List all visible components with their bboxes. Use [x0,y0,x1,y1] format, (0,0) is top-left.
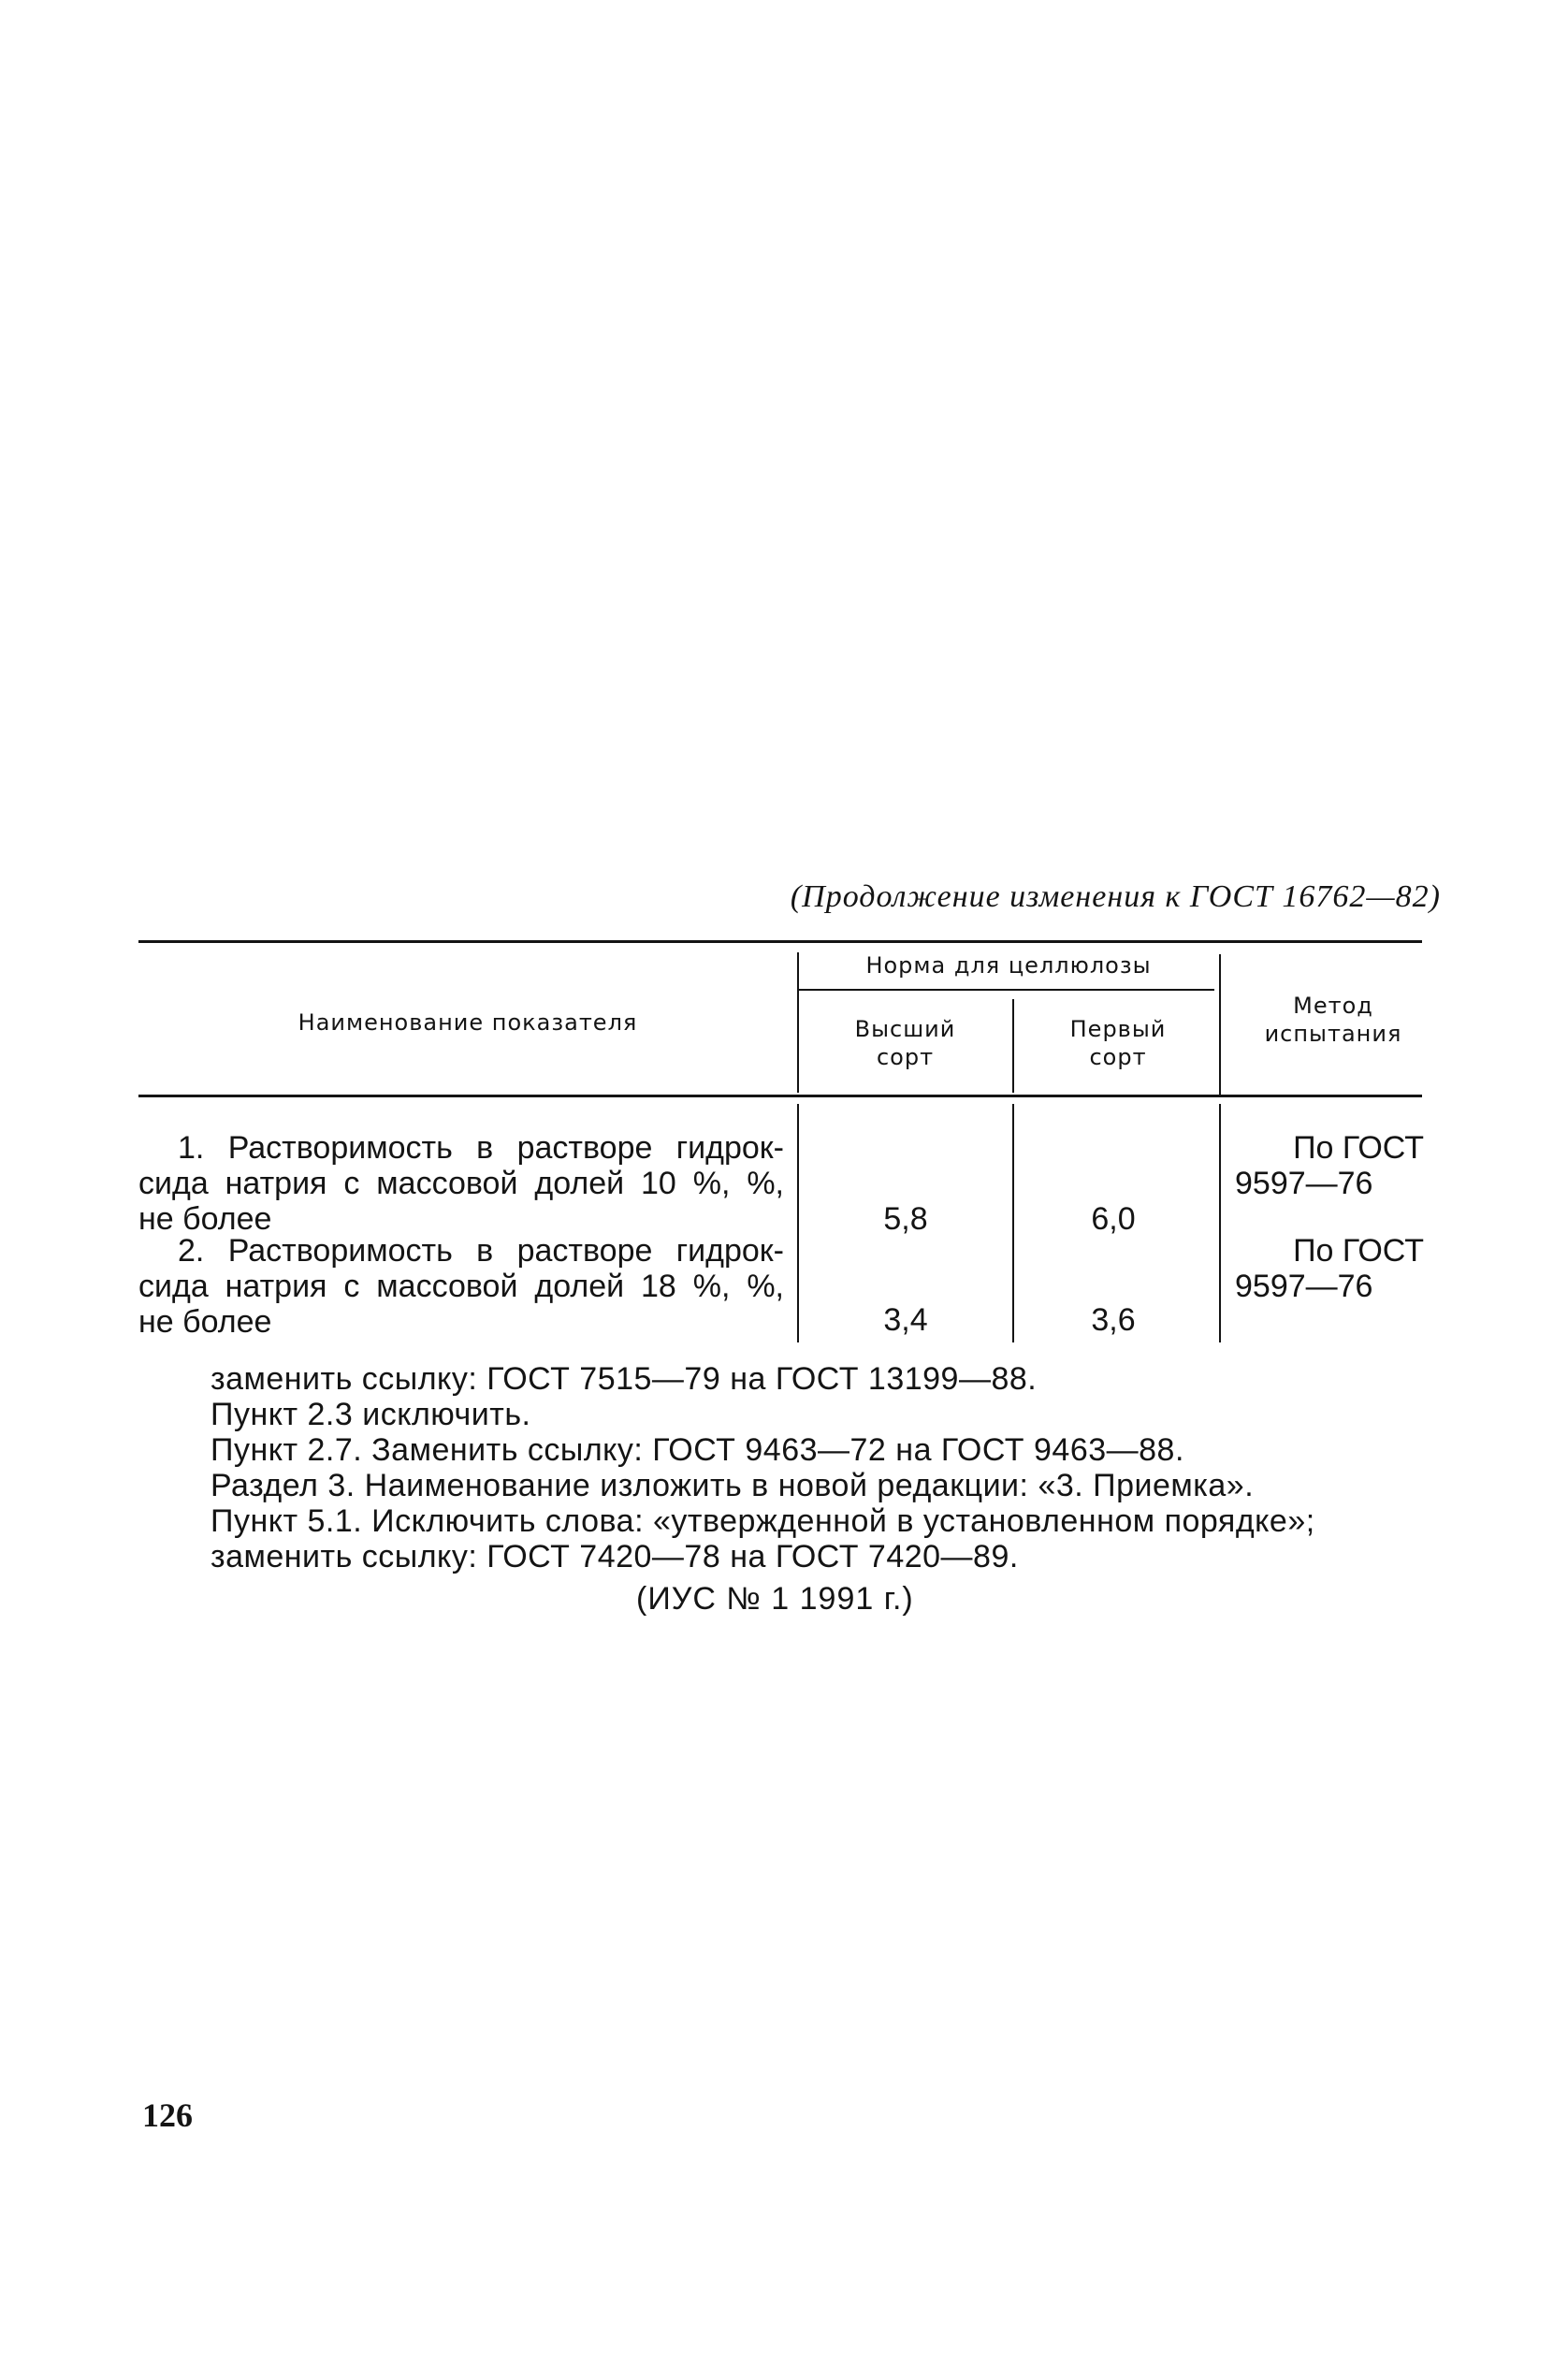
amendment-text [211,1361,1455,1574]
amendment-line-4: Раздел 3. Наименование изложить в новой редакции: «3. Приемка». [211,1468,1255,1503]
row-2-name-line-2: сида натрия с массовой долей 18 %, %, [138,1269,784,1304]
row-1-name-line-3: не более [138,1201,272,1237]
row-2-name-line-1: 2. Растворимость в растворе гидрок- [178,1233,784,1269]
table-row-1-name [138,1130,784,1237]
amendment-line-3: Пункт 2.7. Заменить ссылку: ГОСТ 9463—72 на ГОСТ 9463—88. [211,1432,1184,1468]
row-1-high-grade-value: 5,8 [883,1201,928,1237]
row-2-method [1235,1233,1431,1304]
row-1-name-line-2: сида натрия с массовой долей 10 %, %, [138,1166,784,1201]
header-first-grade: Первый сорт [1069,1016,1167,1070]
row-1-method-line-1: По ГОСТ [1293,1130,1424,1166]
table-header-bottom-rule [138,1095,1422,1097]
row-2-first-grade-value: 3,6 [1091,1302,1136,1338]
amendment-line-5: Пункт 5.1. Исключить слова: «утвержденной в установленном порядке»; [211,1503,1315,1539]
row-1-method [1235,1130,1431,1201]
row-1-name-line-1: 1. Растворимость в растворе гидрок- [178,1130,784,1166]
row-2-high-grade-value: 3,4 [883,1302,928,1338]
header-method: Метод испытания [1264,993,1402,1047]
header-norm-group: Норма для целлюлозы [865,952,1152,979]
table-top-rule [138,940,1422,943]
row-2-method-line-1: По ГОСТ [1293,1233,1424,1269]
amendment-line-2: Пункт 2.3 исключить. [211,1397,531,1432]
table-row-2-name [138,1233,784,1340]
row-2-method-line-2: 9597—76 [1235,1269,1373,1304]
body-divider-1 [797,1104,799,1342]
body-divider-3 [1219,1104,1221,1342]
header-high-grade: Высший сорт [854,1016,956,1070]
header-indicator-name: Наименование показателя [298,1009,638,1036]
column-divider-3 [1219,954,1221,1095]
amendment-line-6: заменить ссылку: ГОСТ 7420—78 на ГОСТ 7420—89. [211,1539,1019,1574]
continuation-header: (Продолжение изменения к ГОСТ 16762—82) [790,879,1441,914]
row-1-method-line-2: 9597—76 [1235,1166,1373,1201]
norm-group-rule [798,989,1214,991]
page-number: 126 [142,2097,193,2134]
issue-note: (ИУС № 1 1991 г.) [636,1581,914,1617]
amendment-line-1: заменить ссылку: ГОСТ 7515—79 на ГОСТ 13199—88. [211,1361,1038,1397]
column-divider-2 [1012,999,1014,1093]
row-2-name-line-3: не более [138,1304,272,1340]
body-divider-2 [1012,1104,1014,1342]
row-1-first-grade-value: 6,0 [1091,1201,1136,1237]
